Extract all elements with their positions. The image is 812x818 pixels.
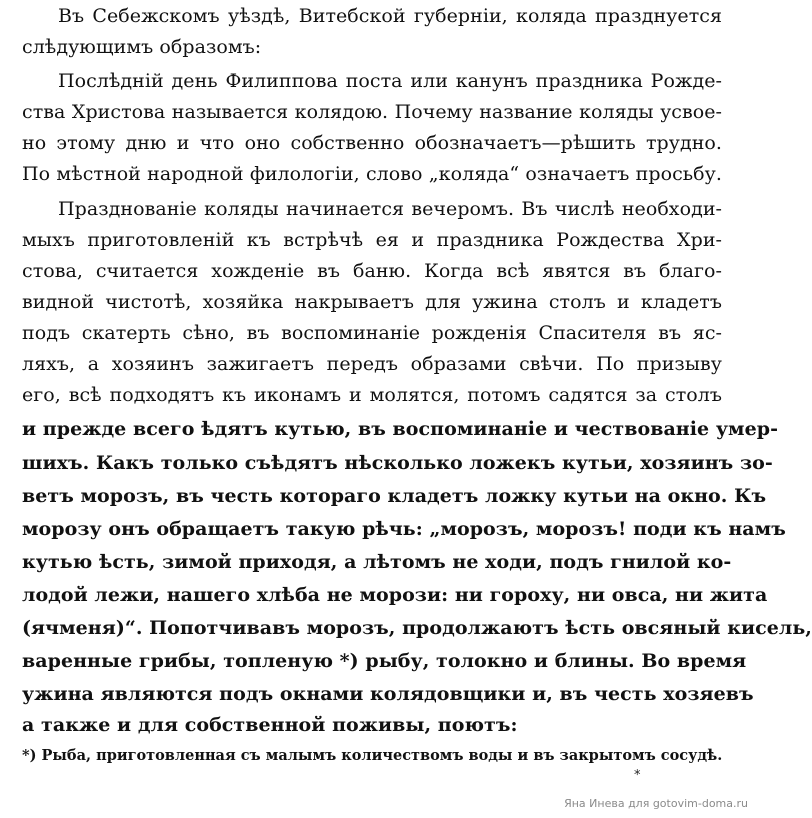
- text-line: морозу онъ обращаетъ такую рѣчь: „морозъ, морозъ! поди къ намъ: [22, 518, 786, 540]
- text-line: ства Христова называется колядою. Почему название коляды усвое-: [22, 101, 722, 123]
- text-line: слѣдующимъ образомъ:: [22, 36, 262, 58]
- text-line: мыхъ приготовленій къ встрѣчѣ ея и праздника Рождества Хри-: [22, 229, 722, 251]
- watermark-credit: Яна Инева для gotovim-doma.ru: [564, 797, 748, 810]
- text-line: подъ скатерть сѣно, въ воспоминаніе рожденія Спасителя въ яс-: [22, 322, 722, 344]
- stray-asterisk: *: [634, 768, 641, 783]
- text-line: его, всѣ подходятъ къ иконамъ и молятся, потомъ садятся за столъ: [22, 384, 722, 406]
- text-line: ужина являются подъ окнами колядовщики и, въ честь хозяевъ: [22, 683, 754, 705]
- text-line: варенные грибы, топленую *) рыбу, толокно и блины. Во время: [22, 650, 747, 672]
- text-line: а также и для собственной поживы, поютъ:: [22, 714, 518, 736]
- text-line: видной чистотѣ, хозяйка накрываетъ для ужина столъ и кладетъ: [22, 291, 722, 313]
- text-line: шихъ. Какъ только съѣдятъ нѣсколько ложекъ кутьи, хозяинъ зо-: [22, 452, 773, 474]
- text-line: стова, считается хожденіе въ баню. Когда всѣ явятся въ благо-: [22, 260, 722, 282]
- text-line: Въ Себежскомъ уѣздѣ, Витебской губерніи, коляда празднуется: [58, 5, 722, 27]
- text-line: ветъ морозъ, въ честь котораго кладетъ ложку кутьи на окно. Къ: [22, 485, 767, 507]
- text-line: кутью ѣсть, зимой приходя, а лѣтомъ не ходи, подъ гнилой ко-: [22, 551, 732, 573]
- text-line: (ячменя)“. Попотчивавъ морозъ, продолжаютъ ѣсть овсяный кисель,: [22, 617, 812, 639]
- text-line: Празднованіе коляды начинается вечеромъ. Въ числѣ необходи-: [58, 198, 722, 220]
- text-line: и прежде всего ѣдятъ кутью, въ воспоминаніе и чествованіе умер-: [22, 418, 779, 440]
- text-line: По мѣстной народной филологіи, слово „коляда“ означаетъ просьбу.: [22, 163, 722, 185]
- text-line: ляхъ, а хозяинъ зажигаетъ передъ образами свѣчи. По призыву: [22, 353, 722, 375]
- footnote: *) Рыба, приготовленная съ малымъ количествомъ воды и въ закрытомъ сосудѣ.: [22, 747, 723, 764]
- text-line: лодой лежи, нашего хлѣба не морози: ни гороху, ни овса, ни жита: [22, 584, 768, 606]
- text-line: Послѣдній день Филиппова поста или канунъ праздника Рожде-: [58, 70, 722, 92]
- text-line: но этому дню и что оно собственно обозначаетъ—рѣшить трудно.: [22, 132, 722, 154]
